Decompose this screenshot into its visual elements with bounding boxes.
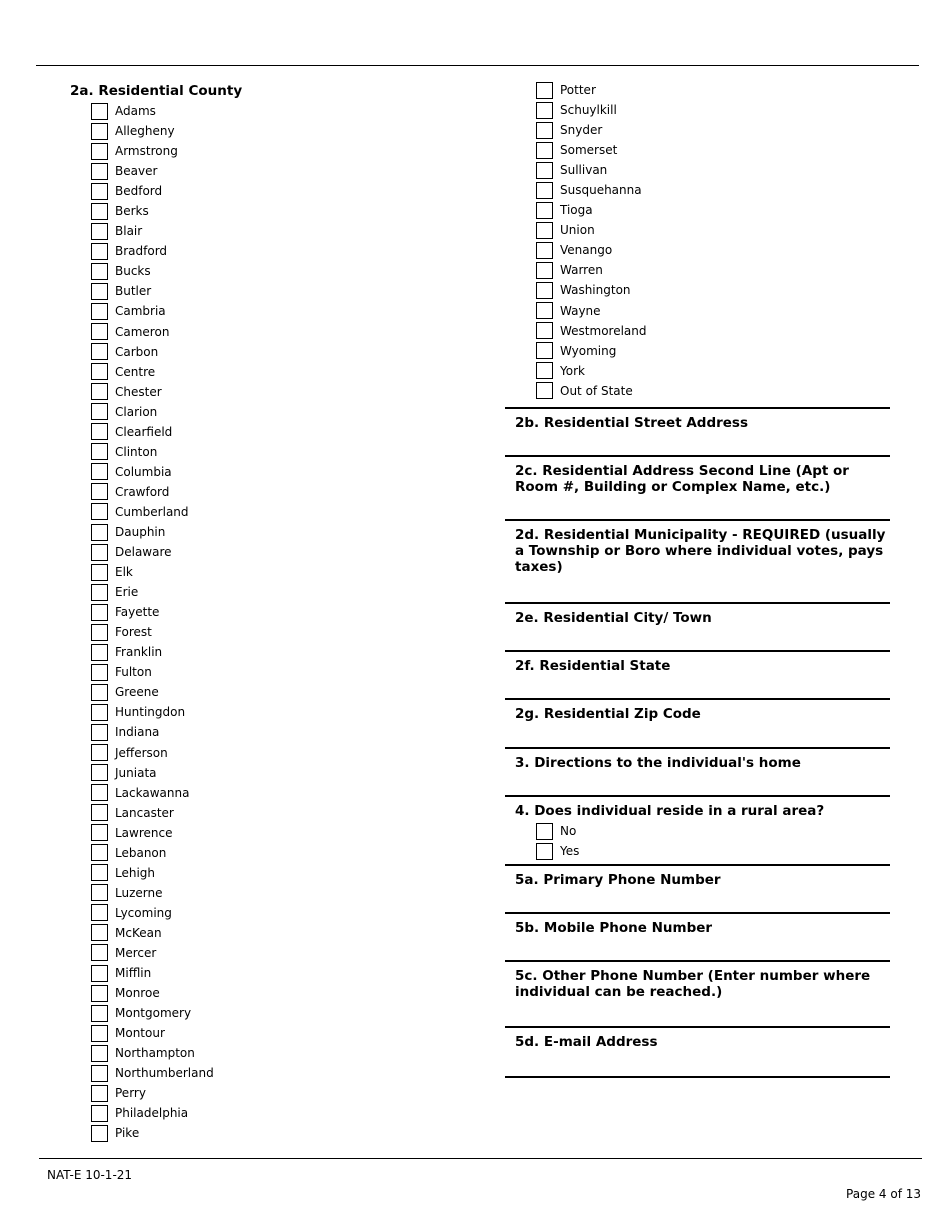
county-option[interactable]: [91, 702, 214, 722]
checkbox[interactable]: [91, 423, 108, 440]
county-option[interactable]: [91, 923, 214, 943]
county-option[interactable]: [91, 442, 214, 462]
checkbox[interactable]: [91, 524, 108, 541]
checkbox[interactable]: [91, 123, 108, 140]
checkbox[interactable]: [91, 744, 108, 761]
county-label: Out of State: [560, 383, 633, 398]
checkbox[interactable]: [91, 363, 108, 380]
field-zip-label: 2g. Residential Zip Code: [515, 706, 701, 722]
county-option[interactable]: [536, 200, 647, 220]
county-label: Susquehanna: [560, 183, 642, 198]
county-label: Erie: [115, 585, 139, 600]
county-label: Tioga: [560, 203, 593, 218]
county-label: Mifflin: [115, 966, 152, 981]
county-option[interactable]: [91, 382, 214, 402]
county-option[interactable]: [91, 462, 214, 482]
county-label: Cameron: [115, 324, 170, 339]
field-mobile-phone-label: 5b. Mobile Phone Number: [515, 920, 713, 936]
county-option[interactable]: [91, 362, 214, 382]
checkbox[interactable]: [91, 263, 108, 280]
county-label: Carbon: [115, 344, 159, 359]
county-label: Perry: [115, 1086, 146, 1101]
field-directions[interactable]: [505, 747, 890, 795]
county-option[interactable]: [536, 220, 647, 240]
rural-option-label: Yes: [560, 844, 580, 859]
checkbox[interactable]: [91, 143, 108, 160]
county-label: Clearfield: [115, 424, 173, 439]
checkbox[interactable]: [536, 222, 553, 239]
county-option[interactable]: [91, 883, 214, 903]
county-label: Lancaster: [115, 805, 174, 820]
county-option[interactable]: [91, 1023, 214, 1043]
page-number: Page 4 of 13: [846, 1187, 921, 1201]
county-label: Fulton: [115, 665, 152, 680]
county-option[interactable]: [91, 422, 214, 442]
checkbox[interactable]: [536, 823, 553, 840]
checkbox[interactable]: [91, 924, 108, 941]
checkbox[interactable]: [91, 1125, 108, 1142]
county-label: Westmoreland: [560, 323, 647, 338]
county-label: Wyoming: [560, 343, 617, 358]
county-label: Cumberland: [115, 504, 189, 519]
county-label: Greene: [115, 685, 159, 700]
county-option[interactable]: [536, 240, 647, 260]
checkbox[interactable]: [536, 162, 553, 179]
county-option[interactable]: [536, 140, 647, 160]
county-label: Indiana: [115, 725, 160, 740]
field-other-phone[interactable]: [505, 960, 890, 1026]
checkbox[interactable]: [91, 904, 108, 921]
county-option[interactable]: [91, 863, 214, 883]
field-municipality[interactable]: [505, 519, 890, 603]
checkbox[interactable]: [536, 182, 553, 199]
county-label: Lehigh: [115, 865, 156, 880]
checkbox[interactable]: [536, 843, 553, 860]
county-option[interactable]: [91, 1003, 214, 1023]
county-label: Armstrong: [115, 144, 178, 159]
checkbox[interactable]: [91, 544, 108, 561]
field-city-label: 2e. Residential City/ Town: [515, 610, 712, 626]
field-email[interactable]: [505, 1026, 890, 1078]
county-label: Sullivan: [560, 163, 608, 178]
checkbox[interactable]: [91, 844, 108, 861]
checkbox[interactable]: [91, 103, 108, 120]
checkbox[interactable]: [536, 282, 553, 299]
county-option[interactable]: [91, 502, 214, 522]
county-option[interactable]: [536, 341, 647, 361]
field-rural: [505, 795, 890, 863]
county-label: Northumberland: [115, 1066, 214, 1081]
county-label: Jefferson: [115, 745, 168, 760]
checkbox[interactable]: [91, 704, 108, 721]
county-label: Juniata: [115, 765, 157, 780]
county-option[interactable]: [91, 823, 214, 843]
county-option[interactable]: [91, 522, 214, 542]
county-option[interactable]: [91, 402, 214, 422]
checkbox[interactable]: [91, 1005, 108, 1022]
checkbox[interactable]: [536, 382, 553, 399]
county-label: Lycoming: [115, 905, 172, 920]
residential-county-title: 2a. Residential County: [70, 83, 243, 99]
county-option[interactable]: [536, 100, 647, 120]
field-other-phone-label: 5c. Other Phone Number (Enter number where individual can be reached.): [515, 968, 871, 1000]
county-label: Forest: [115, 625, 152, 640]
county-label: Wayne: [560, 303, 601, 318]
county-label: Beaver: [115, 164, 158, 179]
county-option[interactable]: [91, 482, 214, 502]
county-option[interactable]: [91, 843, 214, 863]
checkbox[interactable]: [91, 624, 108, 641]
checkbox[interactable]: [536, 202, 553, 219]
county-option[interactable]: [91, 322, 214, 342]
checkbox[interactable]: [91, 1105, 108, 1122]
county-label: Bedford: [115, 184, 163, 199]
county-label: Huntingdon: [115, 705, 186, 720]
checkbox[interactable]: [91, 343, 108, 360]
county-label: Somerset: [560, 143, 618, 158]
county-option[interactable]: [91, 101, 214, 121]
checkbox[interactable]: [91, 1045, 108, 1062]
county-option[interactable]: [91, 281, 214, 301]
county-option[interactable]: [536, 160, 647, 180]
county-option[interactable]: [91, 1123, 214, 1143]
checkbox[interactable]: [91, 824, 108, 841]
field-state-label: 2f. Residential State: [515, 658, 671, 674]
county-label: Cambria: [115, 304, 166, 319]
county-option[interactable]: [91, 983, 214, 1003]
field-email-label: 5d. E-mail Address: [515, 1034, 658, 1050]
checkbox[interactable]: [91, 283, 108, 300]
checkbox[interactable]: [91, 183, 108, 200]
county-option[interactable]: [91, 943, 214, 963]
county-option[interactable]: [91, 783, 214, 803]
county-option[interactable]: [91, 743, 214, 763]
checkbox[interactable]: [536, 362, 553, 379]
county-label: Venango: [560, 243, 613, 258]
checkbox[interactable]: [91, 884, 108, 901]
county-label: Lawrence: [115, 825, 173, 840]
county-label: Berks: [115, 204, 149, 219]
county-label: Schuylkill: [560, 103, 617, 118]
checkbox[interactable]: [91, 323, 108, 340]
field-zip[interactable]: [505, 698, 890, 746]
county-label: Columbia: [115, 464, 172, 479]
checkbox[interactable]: [91, 223, 108, 240]
county-label: Chester: [115, 384, 162, 399]
county-option[interactable]: [91, 903, 214, 923]
county-label: Dauphin: [115, 525, 166, 539]
checkbox[interactable]: [91, 664, 108, 681]
county-option[interactable]: [91, 682, 214, 702]
checkbox[interactable]: [536, 302, 553, 319]
county-option[interactable]: [91, 763, 214, 783]
county-option[interactable]: [91, 342, 214, 362]
county-option[interactable]: [536, 321, 647, 341]
checkbox[interactable]: [91, 684, 108, 701]
county-option[interactable]: [536, 361, 647, 381]
field-primary-phone-label: 5a. Primary Phone Number: [515, 872, 721, 888]
checkbox[interactable]: [91, 584, 108, 601]
county-label: Clarion: [115, 404, 158, 419]
county-label: York: [560, 363, 585, 378]
checkbox[interactable]: [91, 483, 108, 500]
top-rule: [36, 65, 919, 66]
county-option[interactable]: [536, 80, 647, 100]
county-option[interactable]: [91, 221, 214, 241]
checkbox[interactable]: [91, 864, 108, 881]
county-label: Lackawanna: [115, 785, 190, 800]
county-option[interactable]: [91, 1103, 214, 1123]
county-label: Delaware: [115, 545, 172, 560]
county-label: Snyder: [560, 123, 603, 138]
checkbox[interactable]: [536, 262, 553, 279]
field-line2[interactable]: [505, 455, 890, 519]
county-label: Northampton: [115, 1046, 195, 1061]
checkbox[interactable]: [91, 303, 108, 320]
checkbox[interactable]: [91, 243, 108, 260]
county-option[interactable]: [91, 602, 214, 622]
county-label: Fayette: [115, 605, 160, 620]
checkbox[interactable]: [91, 403, 108, 420]
county-option[interactable]: [91, 261, 214, 281]
county-label: Bucks: [115, 264, 151, 279]
bottom-rule: [39, 1158, 922, 1159]
county-option[interactable]: [91, 181, 214, 201]
checkbox[interactable]: [91, 503, 108, 520]
checkbox[interactable]: [91, 985, 108, 1002]
field-line2-label: 2c. Residential Address Second Line (Apt or Room #, Building or Complex Name, etc.): [515, 463, 849, 495]
field-city[interactable]: [505, 602, 890, 650]
county-option[interactable]: [536, 120, 647, 140]
county-label: Pike: [115, 1126, 140, 1141]
county-label: Potter: [560, 83, 596, 98]
checkbox[interactable]: [91, 163, 108, 180]
field-street-label: 2b. Residential Street Address: [515, 415, 749, 431]
county-label: Franklin: [115, 645, 163, 660]
county-option[interactable]: [91, 662, 214, 682]
county-label: Montgomery: [115, 1006, 192, 1021]
county-label: Crawford: [115, 484, 170, 499]
field-directions-label: 3. Directions to the individual's home: [515, 755, 801, 771]
checkbox[interactable]: [536, 242, 553, 259]
checkbox[interactable]: [91, 944, 108, 961]
county-label: Centre: [115, 364, 156, 379]
county-option[interactable]: [536, 180, 647, 200]
county-list-right: [536, 80, 647, 401]
checkbox[interactable]: [91, 644, 108, 661]
checkbox[interactable]: [91, 784, 108, 801]
county-option[interactable]: [91, 161, 214, 181]
county-option[interactable]: [91, 1043, 214, 1063]
checkbox[interactable]: [91, 383, 108, 400]
county-label: Washington: [560, 283, 631, 298]
county-option[interactable]: [91, 642, 214, 662]
checkbox[interactable]: [91, 724, 108, 741]
checkbox[interactable]: [91, 604, 108, 621]
checkbox[interactable]: [91, 443, 108, 460]
county-label: Bradford: [115, 244, 168, 259]
checkbox[interactable]: [536, 102, 553, 119]
county-label: Adams: [115, 104, 156, 119]
county-option[interactable]: [536, 280, 647, 300]
county-option[interactable]: [91, 542, 214, 562]
checkbox[interactable]: [91, 1085, 108, 1102]
county-label: Blair: [115, 224, 143, 239]
county-label: Butler: [115, 284, 152, 299]
checkbox[interactable]: [91, 1065, 108, 1082]
checkbox[interactable]: [536, 122, 553, 139]
county-option[interactable]: [91, 722, 214, 742]
field-rural-label: 4. Does individual reside in a rural area?: [515, 803, 825, 819]
field-street[interactable]: [505, 407, 890, 455]
field-state[interactable]: [505, 650, 890, 698]
county-label: Luzerne: [115, 885, 163, 900]
rural-option-yes[interactable]: [536, 841, 579, 861]
checkbox[interactable]: [536, 142, 553, 159]
checkbox[interactable]: [91, 764, 108, 781]
county-option[interactable]: [536, 301, 647, 321]
county-option[interactable]: [91, 963, 214, 983]
county-option[interactable]: [536, 381, 647, 401]
field-primary-phone[interactable]: [505, 864, 890, 912]
checkbox[interactable]: [91, 203, 108, 220]
county-option[interactable]: [91, 141, 214, 161]
county-label: Clinton: [115, 444, 158, 459]
county-label: Philadelphia: [115, 1106, 189, 1121]
county-label: Mercer: [115, 945, 157, 960]
county-label: Montour: [115, 1026, 165, 1041]
county-option[interactable]: [91, 1083, 214, 1103]
county-option[interactable]: [91, 301, 214, 321]
checkbox[interactable]: [91, 965, 108, 982]
checkbox[interactable]: [91, 463, 108, 480]
county-option[interactable]: [91, 121, 214, 141]
county-option[interactable]: [536, 260, 647, 280]
county-label: Warren: [560, 263, 603, 278]
county-option[interactable]: [91, 803, 214, 823]
county-option[interactable]: [91, 562, 214, 582]
rural-option-label: No: [560, 824, 577, 839]
county-option[interactable]: [91, 622, 214, 642]
checkbox[interactable]: [536, 322, 553, 339]
checkbox[interactable]: [536, 82, 553, 99]
county-option[interactable]: [91, 201, 214, 221]
county-label: Union: [560, 223, 595, 238]
form-id: NAT-E 10-1-21: [47, 1168, 133, 1182]
county-option[interactable]: [91, 582, 214, 602]
county-label: Monroe: [115, 986, 160, 1001]
county-label: McKean: [115, 925, 162, 940]
checkbox[interactable]: [536, 342, 553, 359]
rural-option-no[interactable]: [536, 821, 579, 841]
county-label: Lebanon: [115, 845, 167, 860]
county-option[interactable]: [91, 1063, 214, 1083]
checkbox[interactable]: [91, 804, 108, 821]
county-label: Elk: [115, 565, 133, 580]
field-mobile-phone[interactable]: [505, 912, 890, 960]
checkbox[interactable]: [91, 564, 108, 581]
field-municipality-label: 2d. Residential Municipality - REQUIRED (usually a Township or Boro where individual votes, pays taxes): [515, 527, 886, 575]
checkbox[interactable]: [91, 1025, 108, 1042]
county-option[interactable]: [91, 241, 214, 261]
county-label: Allegheny: [115, 124, 175, 139]
county-list-left: [91, 101, 214, 1143]
